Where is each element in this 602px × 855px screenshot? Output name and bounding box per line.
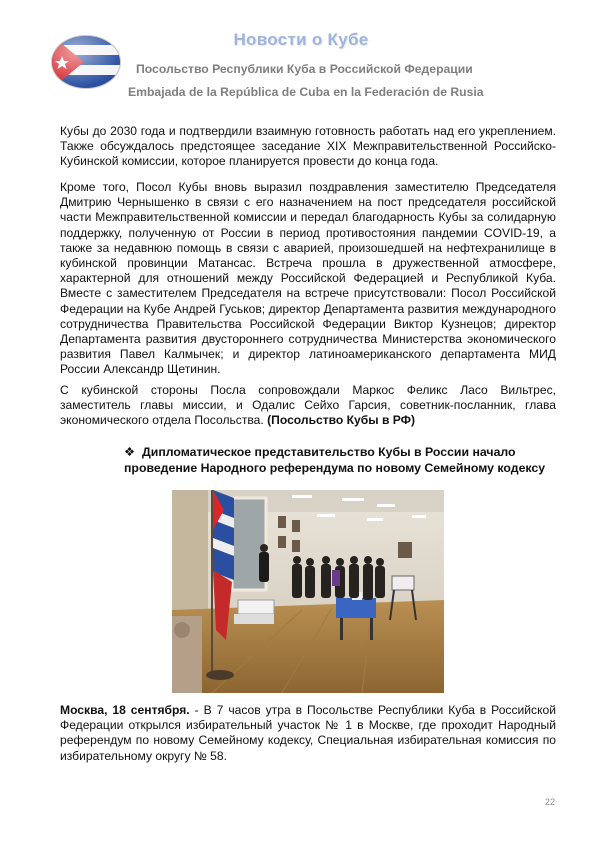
dateline: Москва, 18 сентября. <box>60 703 190 717</box>
section-heading-line-1: Дипломатическое представительство Кубы в России начало <box>142 445 516 459</box>
paragraph-3-text: С кубинской стороны Посла сопровождали Маркос Феликс Ласо Вильтрес, заместитель главы миссии, и Одалис Сейхо Гарсия, советник-посланник, глава экономического отдела Посольства. <box>60 383 556 428</box>
paragraph-2 <box>60 180 556 378</box>
paragraph-1: Кубы до 2030 года и подтвердили взаимную готовность работать над его укреплением. Также обсуждалось предстоящее заседание XIX Межправительственной Российско-Кубинской комиссии, которое планируется провести до конца года. <box>60 124 556 169</box>
section-heading-line-2: проведение Народного референдума по новому Семейному кодексу <box>124 461 546 475</box>
embassy-name-ru: Посольство Республики Куба в Российской Федерации <box>136 62 473 76</box>
section-heading <box>124 444 564 476</box>
paragraph-2-text: Кроме того, Посол Кубы вновь выразил поздравления заместителю Председателя Дмитрию Чернышенко в связи с его назначением на пост председателя российской части Межправительственной комиссии и передал благодарность Кубы за солидарную поддержку, полученную от России в период противостояния пандемии COVID-19, а также за недавнюю помощь в связи с аварией, произошедшей на нефтехранилище в кубинской провинции Матансас. Встреча прошла в дружественной атмосфере, характерной для отношений между Российской Федерацией и Республикой Куба. Вместе с заместителем Председателя на встрече присутствовали: Посол Российской Федерации на Кубе Андрей Гуськов; директор Департамента развития международного сотрудничества Правительства Российской Федерации Виктор Кузнецов; директор Департамента развития двустороннего сотрудничества Министерства экономического развития Павел Калмычек; и директор латиноамериканского департамента МИД России Александр Щетинин. <box>60 180 556 377</box>
page-number: 22 <box>545 797 556 807</box>
newsletter-title: Новости о Кубе <box>233 30 369 49</box>
diamond-bullet-icon: ❖ <box>124 445 136 459</box>
referendum-hall-photo <box>172 490 444 693</box>
paragraph-3 <box>60 383 556 429</box>
source-credit: (Посольство Кубы в РФ) <box>267 413 415 428</box>
paragraph-4-text: - В 7 часов утра в Посольстве Республики Куба в Российской Федерации открылся избирательный участок № 1 в Москве, где проходит Народный референдум по новому Семейному кодексу, Специальная избирательная комиссия по избирательному округу № 58. <box>60 703 556 763</box>
embassy-name-es: Embajada de la República de Cuba en la Federación de Rusia <box>128 85 484 99</box>
paragraph-4 <box>60 703 556 764</box>
